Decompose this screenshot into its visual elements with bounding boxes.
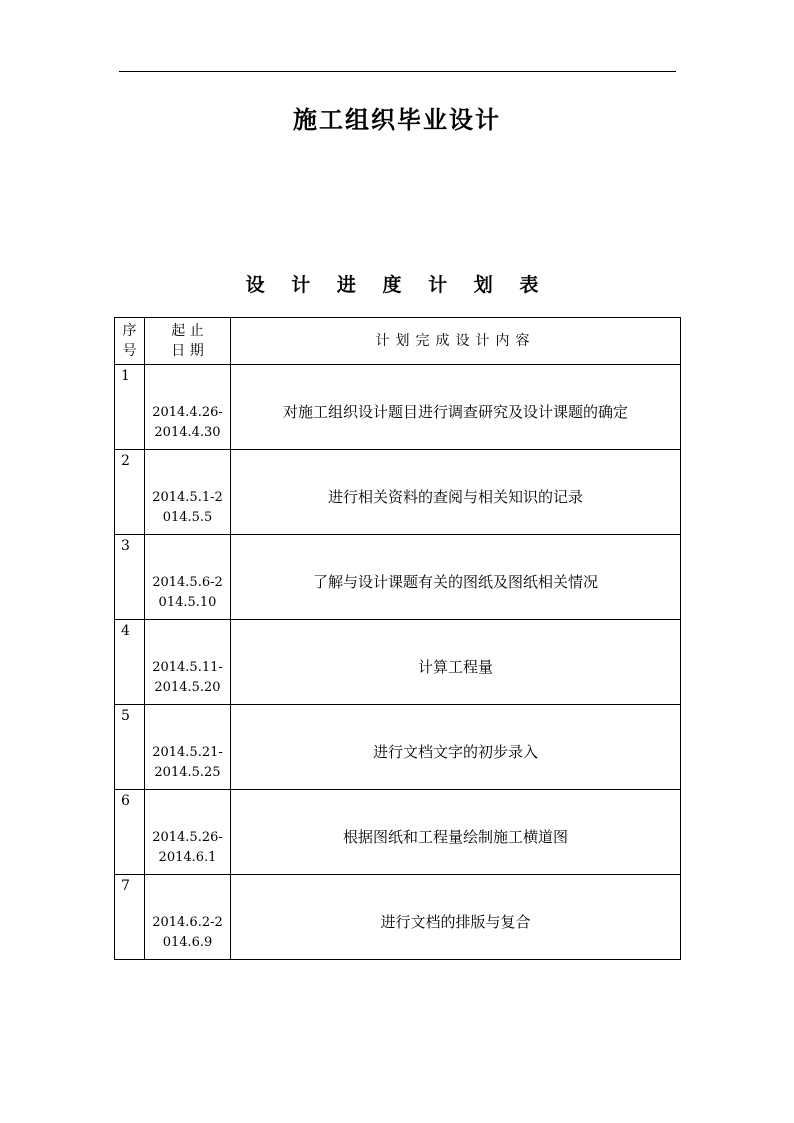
row-date [145,658,230,698]
row-content-cell [231,450,681,535]
table-row [115,365,681,450]
row-content: 计算工程量 [417,658,493,676]
header-date [145,318,231,365]
row-date [145,403,230,443]
row-date-line2: 014.5.10 [158,595,217,610]
row-date-line2: 2014.5.25 [154,765,221,780]
row-number-cell [115,705,145,790]
row-date [145,828,230,868]
row-date-line2: 014.5.5 [162,510,213,525]
header-date-line2: 日 期 [171,343,204,359]
table-row [115,535,681,620]
row-content: 进行相关资料的查阅与相关知识的记录 [327,488,583,506]
row-number-cell [115,875,145,960]
row-date-cell [145,620,231,705]
row-content: 根据图纸和工程量绘制施工横道图 [342,828,568,846]
row-date [145,488,230,528]
table-row [115,790,681,875]
row-content: 对施工组织设计题目进行调查研究及设计课题的确定 [282,403,628,421]
row-date-line1: 2014.5.21- [152,745,223,760]
row-number: 5 [121,708,130,724]
row-content-cell [231,535,681,620]
row-date-cell [145,365,231,450]
row-date-cell [145,705,231,790]
row-content-cell [231,705,681,790]
row-number-cell [115,535,145,620]
row-date-line1: 2014.5.11- [152,660,223,675]
row-content-cell [231,620,681,705]
row-date-line2: 2014.6.1 [158,850,217,865]
row-number: 4 [121,623,130,639]
row-date [145,913,230,953]
row-date-cell [145,875,231,960]
row-date [145,743,230,783]
row-number-cell [115,790,145,875]
row-date-cell [145,790,231,875]
row-content: 进行文档的排版与复合 [380,913,531,931]
row-number-cell [115,620,145,705]
header-seq-line1: 序 [122,323,137,339]
row-number: 3 [121,538,130,554]
row-content-cell [231,875,681,960]
row-date-line1: 2014.5.1-2 [152,490,223,505]
table-row [115,620,681,705]
header-seq-line2: 号 [122,343,137,359]
row-content-cell [231,365,681,450]
document-title: 施工组织毕业设计 [293,105,501,134]
row-content-cell [231,790,681,875]
header-rule [119,71,676,72]
row-number: 7 [121,878,130,894]
row-date-line2: 014.6.9 [162,935,213,950]
row-date-line1: 2014.5.6-2 [152,575,223,590]
row-number: 1 [121,368,130,384]
row-date-cell [145,535,231,620]
row-content: 了解与设计课题有关的图纸及图纸相关情况 [312,573,598,591]
table-title: 设 计 进 度 计 划 表 [245,274,549,296]
row-number-cell [115,365,145,450]
row-number-cell [115,450,145,535]
row-date-line1: 2014.6.2-2 [152,915,223,930]
row-date-line1: 2014.5.26- [152,830,223,845]
header-seq [115,318,145,365]
row-date-line2: 2014.4.30 [154,425,221,440]
table-row [115,875,681,960]
row-date [145,573,230,613]
row-date-line1: 2014.4.26- [152,405,223,420]
schedule-table [114,317,681,960]
table-header-row [115,318,681,365]
header-content: 计划完成设计内容 [231,318,681,365]
row-date-cell [145,450,231,535]
table-row [115,450,681,535]
row-number: 2 [121,453,130,469]
row-content: 进行文档文字的初步录入 [372,743,538,761]
row-date-line2: 2014.5.20 [154,680,221,695]
header-date-line1: 起 止 [171,323,204,339]
table-row [115,705,681,790]
row-number: 6 [121,793,130,809]
